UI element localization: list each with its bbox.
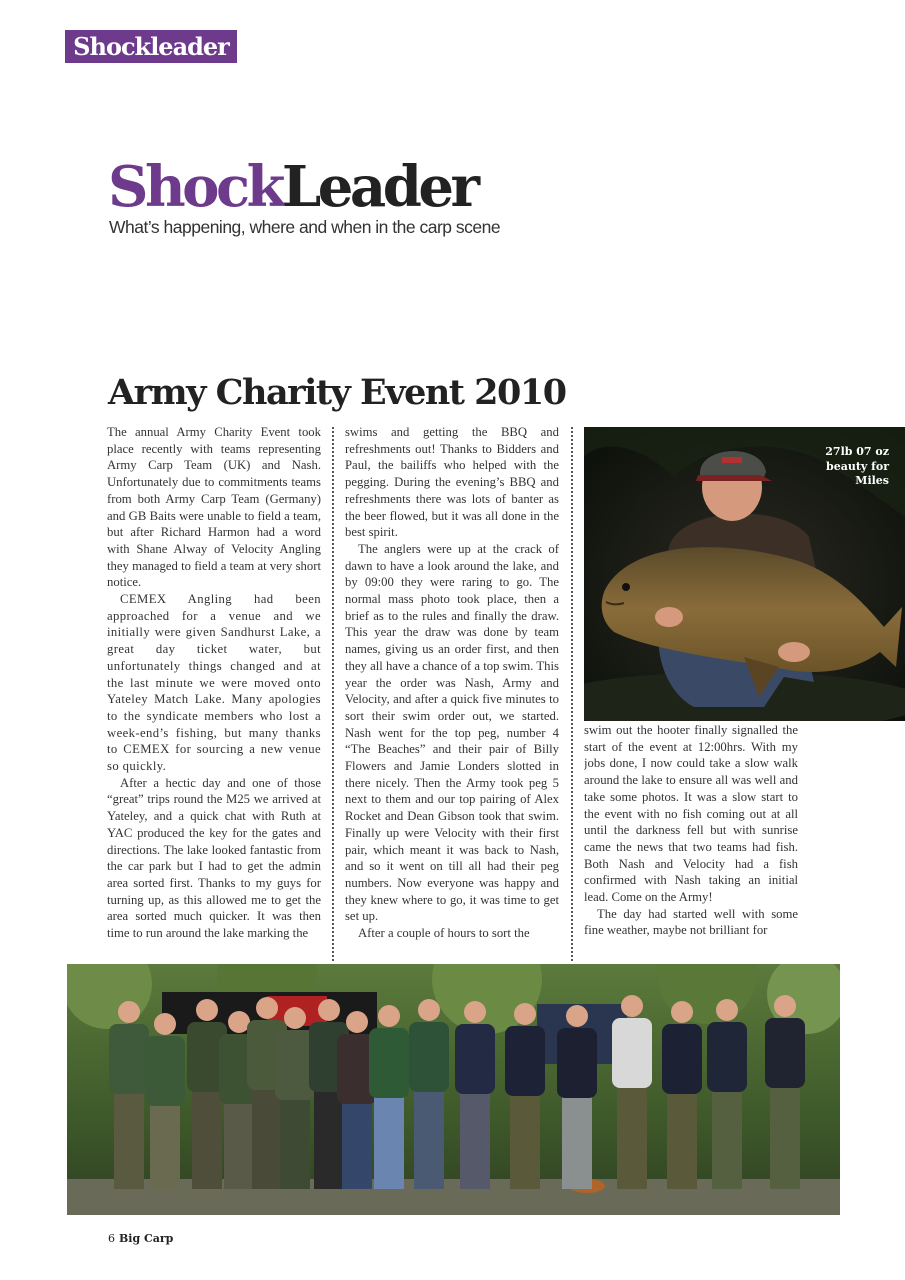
person-legs [252,1088,282,1189]
person-head [318,999,340,1021]
person-body [109,1024,149,1094]
person-legs [414,1090,444,1189]
person-head [154,1013,176,1035]
person-head [118,1001,140,1023]
person-legs [667,1092,697,1189]
column-divider [571,427,573,961]
page-folio [108,1232,173,1245]
paragraph: After a couple of hours to sort the [358,926,530,941]
person-body [409,1022,449,1092]
article-column-1 [107,424,321,962]
masthead-title [108,152,476,222]
person-legs [562,1096,592,1189]
person-head [621,995,643,1017]
person-legs [510,1094,540,1189]
person-legs [342,1102,372,1189]
person-head [464,1001,486,1023]
person-legs [114,1092,144,1189]
person-head [671,1001,693,1023]
person-legs [712,1090,742,1189]
person-body [369,1028,409,1098]
person-legs [280,1098,310,1189]
person-body [455,1024,495,1094]
person-body [707,1022,747,1092]
photo-caption: 27lb 07 oz beauty for Miles [825,445,889,487]
person-head [774,995,796,1017]
person-body [612,1018,652,1088]
person-legs [314,1090,344,1189]
paragraph: The annual Army Charity Event took place recently with teams representing Army Carp Team (UK) and Nash. Unfortunately due to commitments teams from both Army Carp Team (Germany) and GB Baits were unable to field a team, but after Richard Harmon had a word with Shane Alway of Velocity Angling they managed to field a team at very short notice. [107,425,321,590]
person-head [256,997,278,1019]
carp-photo [584,427,905,721]
person-head [566,1005,588,1027]
person-head [228,1011,250,1033]
magazine-name: Big Carp [119,1232,174,1245]
person-body [557,1028,597,1098]
masthead-subtitle: What’s happening, where and when in the carp scene [109,217,501,237]
person-head [346,1011,368,1033]
person-head [514,1003,536,1025]
person-head [418,999,440,1021]
person-body [505,1026,545,1096]
person-body [662,1024,702,1094]
person-body [145,1036,185,1106]
masthead-title-leader: Leader [281,154,477,220]
paragraph: swim out the hooter finally signalled the start of the event at 12:00hrs. With my jobs done, I now could take a slow walk around the lake to ensure all was well and take some photos. It was a slow start to the event with no fish coming out at all until the darkness fell but with sunrise came the news that two teams had fish. Both Nash and Velocity had a fish confirmed with Nash taking an initial lead. Come on the Army! [584,723,798,905]
paragraph: CEMEX Angling had been approached for a venue and we initially were given Sandhurst Lake, a great day ticket water, but unfortunately things changed and at the last minute we were moved onto Yateley Match Lake. Many apologies to the syndicate members who lost a week-end’s fishing, but many thanks to CEMEX for sourcing a new venue so quickly. [107,592,321,774]
person-legs [374,1096,404,1189]
person-head [716,999,738,1021]
masthead-title-shock: Shock [108,154,282,220]
person-head [284,1007,306,1029]
person-legs [192,1090,222,1189]
group-photo [67,964,840,1215]
person-legs [617,1086,647,1189]
page-number: 6 [108,1232,115,1245]
column-divider [332,427,334,961]
section-tag: Shockleader [65,30,237,63]
person-legs [224,1102,254,1189]
paragraph: swims and getting the BBQ and refreshments out! Thanks to Bidders and Paul, the bailiffs who helped with the pegging. During the evening’s BBQ and refreshments there was lots of banter as the beer flowed, but it was all done in the best spirit. [345,425,559,540]
paragraph: The day had started well with some fine weather, maybe not brilliant for [584,906,798,938]
article-column-2 [345,424,559,962]
person-legs [460,1092,490,1189]
person-body [765,1018,805,1088]
article-column-3 [584,722,798,962]
team-group-image [67,964,840,1215]
article-headline: Army Charity Event 2010 [108,372,566,413]
paragraph: The anglers were up at the crack of dawn to have a look around the lake, and by 09:00 they were raring to go. The normal mass photo took place, then a brief as to the rules and finally the draw. This year the draw was done by team names, giving us an order first, and then they all have a chance of a top swim. This year the order was Nash, Army and Velocity, and after a quick five minutes to sort their swim order out, we started. Nash went for the top peg, number 4 “The Beaches” and their pair of Billy Flowers and Jamie Londers slotted in there nicely. Then the Army took peg 5 next to them and our top pairing of Alex Rocket and Dean Gibson took that swim. Finally up were Velocity with their first pair, which meant it was back to Nash, and so it went on till all had their peg numbers. Now everyone was happy and they knew where to go, it was time to get set up. [345,541,559,924]
paragraph: After a hectic day and one of those “great” trips round the M25 we arrived at Yateley, and a quick chat with Ruth at YAC produced the key for the gates and directions. The lake looked fantastic from the car park but I had to get the admin area sorted first. Thanks to my guys for turning up, as this allowed me to get the area sorted much quicker. It was then time to run around the lake marking the [107,775,321,941]
person-legs [150,1104,180,1189]
person-legs [770,1086,800,1189]
person-head [196,999,218,1021]
person-head [378,1005,400,1027]
